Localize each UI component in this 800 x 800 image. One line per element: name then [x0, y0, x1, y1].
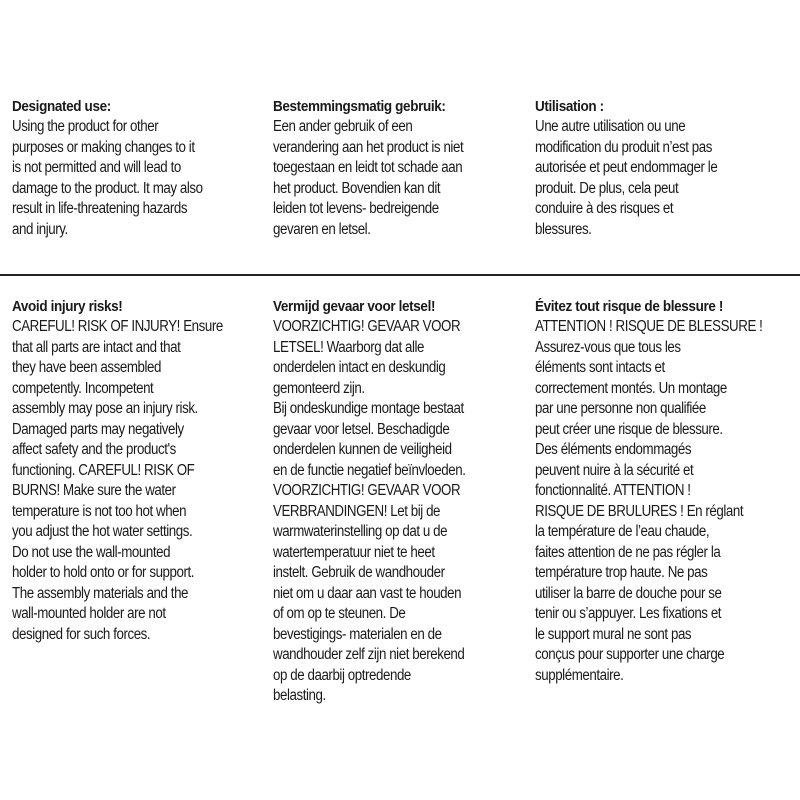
designated-use-fr: [535, 97, 785, 240]
injury-risk-nl: [273, 297, 518, 707]
designated-use-fr-text: Une autre utilisation ou une modification du produit n’est pas autorisée et peut endommager le produit. De plus, cela peut conduire à des risques et blessures.: [535, 118, 718, 238]
injury-risk-fr-text: ATTENTION ! RISQUE DE BLESSURE ! Assurez-vous que tous les éléments sont intacts et correctement montés. Un montage par une personne non qualifiée peut créer une risque de blessure. Des éléments endommagés peuvent nuire à la sécurité et fonctionnalité. ATTENTION ! RISQUE DE BRULURES ! En réglant la température de l’eau chaude, faites attention de ne pas régler la température trop haute. Ne pas utiliser la barre de douche pour se tenir ou s’appuyer. Les fixations et le support mural ne sont pas conçus pour supporter une charge supplémentaire.: [535, 318, 763, 684]
injury-risk-en-heading: Avoid injury risks!: [12, 298, 123, 315]
designated-use-en: [12, 97, 248, 240]
section-divider: [0, 274, 800, 276]
designated-use-nl-heading: Bestemmingsmatig gebruik:: [273, 98, 446, 115]
designated-use-nl: [273, 97, 518, 240]
designated-use-en-text: Using the product for other purposes or making changes to it is not permitted and will lead to damage to the product. It may also result in life-threatening hazards and injury.: [12, 118, 203, 238]
designated-use-en-heading: Designated use:: [12, 98, 111, 115]
injury-risk-fr: [535, 297, 785, 686]
injury-risk-fr-heading: Évitez tout risque de blessure !: [535, 298, 724, 315]
injury-risk-en-text: CAREFUL! RISK OF INJURY! Ensure that all parts are intact and that they have been assembled competently. Incompetent assembly may pose an injury risk. Damaged parts may negatively affect safety and the product's functioning. CAREFUL! RISK OF BURNS! Make sure the water temperature is not too hot when you adjust the hot water settings. Do not use the wall-mounted holder to hold onto or for support. The assembly materials and the wall-mounted holder are not designed for such forces.: [12, 318, 223, 643]
injury-risk-en: [12, 297, 248, 645]
injury-risk-nl-text: VOORZICHTIG! GEVAAR VOOR LETSEL! Waarborg dat alle onderdelen intact en deskundig gemonteerd zijn. Bij ondeskundige montage bestaat gevaar voor letsel. Beschadigde onderdelen kunnen de veiligheid en de functie negatief beïnvloeden. VOORZICHTIG! GEVAAR VOOR VERBRANDINGEN! Let bij de warmwaterinstelling op dat u de watertemperatuur niet te heet instelt. Gebruik de wandhouder niet om u daar aan vast te houden of om op te steunen. De bevestigings- materialen en de wandhouder zelf zijn niet berekend op de daarbij optredende belasting.: [273, 318, 466, 704]
injury-risk-nl-heading: Vermijd gevaar voor letsel!: [273, 298, 436, 315]
designated-use-fr-heading: Utilisation :: [535, 98, 604, 115]
designated-use-nl-text: Een ander gebruik of een verandering aan het product is niet toegestaan en leidt tot schade aan het product. Bovendien kan dit leiden tot levens- bedreigende gevaren en letsel.: [273, 118, 464, 238]
